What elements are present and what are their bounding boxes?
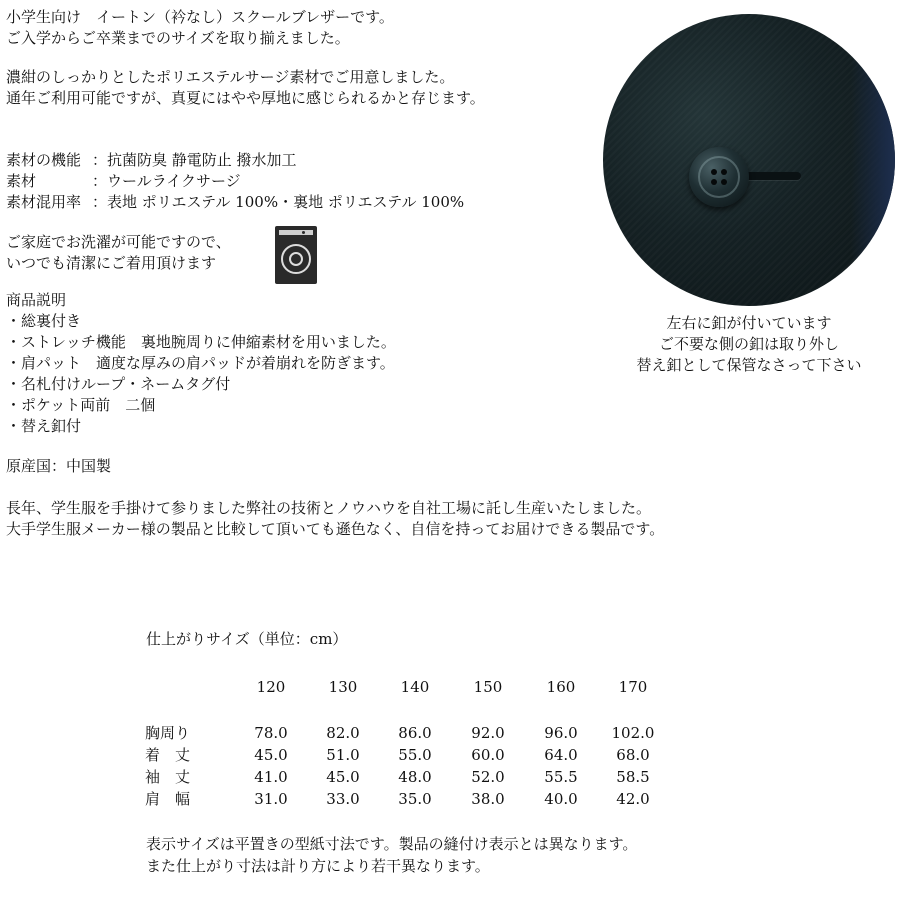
care-text	[6, 232, 231, 274]
material-description	[6, 67, 485, 109]
size-cell: 42.0	[616, 790, 650, 808]
size-header: 160	[546, 678, 576, 696]
closing-line: 長年、学生服を手掛けて参りました弊社の技術とノウハウを自社工場に託し生産いたしました。	[6, 499, 652, 517]
size-cell: 40.0	[544, 790, 578, 808]
size-row-label: 着 丈	[145, 746, 191, 764]
size-row-label: 肩 幅	[145, 790, 191, 808]
size-cell: 35.0	[398, 790, 432, 808]
photo-caption	[603, 313, 895, 376]
button-icon	[689, 147, 749, 207]
size-cell: 55.0	[398, 746, 432, 764]
size-cell: 96.0	[544, 724, 578, 742]
size-cell: 45.0	[254, 746, 288, 764]
size-header: 120	[256, 678, 286, 696]
size-cell: 41.0	[254, 768, 288, 786]
intro-line: ご入学からご卒業までのサイズを取り揃えました。	[6, 29, 350, 47]
intro-line: 小学生向け イートン（衿なし）スクールブレザーです。	[6, 8, 394, 26]
size-notes	[146, 834, 637, 878]
product-item: ・名札付けループ・ネームタグ付	[6, 375, 231, 393]
size-header: 130	[328, 678, 358, 696]
size-cell: 48.0	[398, 768, 432, 786]
size-cell: 102.0	[611, 724, 655, 742]
origin-country: 原産国：中国製	[6, 457, 112, 475]
size-header: 140	[400, 678, 430, 696]
caption-line: ご不要な側の釦は取り外し	[658, 335, 839, 353]
care-line: いつでも清潔にご着用頂けます	[6, 254, 217, 272]
spec-label: 素材混用率	[6, 193, 82, 211]
size-row-label: 袖 丈	[145, 768, 191, 786]
product-item: ・ストレッチ機能 裏地腕周りに伸縮素材を用いました。	[6, 333, 396, 351]
material-specs	[6, 150, 464, 213]
size-header: 150	[473, 678, 503, 696]
product-item: ・替え釦付	[6, 417, 82, 435]
spec-row	[6, 192, 464, 213]
caption-line: 左右に釦が付いています	[666, 314, 832, 332]
washing-machine-icon	[275, 226, 317, 284]
size-cell: 38.0	[471, 790, 505, 808]
care-line: ご家庭でお洗濯が可能ですので、	[6, 233, 231, 251]
spec-table	[6, 150, 464, 213]
spec-value: ：表地 ポリエステル 100%・裏地 ポリエステル 100%	[92, 193, 465, 211]
size-cell: 86.0	[398, 724, 432, 742]
product-item: ・ポケット両前 二個	[6, 396, 156, 414]
size-cell: 64.0	[544, 746, 578, 764]
size-table-title: 仕上がりサイズ（単位：cm）	[146, 630, 348, 648]
button-closeup-photo	[603, 14, 895, 306]
closing-line: 大手学生服メーカー様の製品と比較して頂いても遜色なく、自信を持ってお届けできる製品です。	[6, 520, 665, 538]
spec-value: ：抗菌防臭 静電防止 撥水加工	[92, 151, 297, 169]
spec-row	[6, 171, 464, 192]
closing-text	[6, 498, 664, 540]
spec-value: ：ウールライクサージ	[92, 172, 241, 190]
size-cell: 52.0	[471, 768, 505, 786]
size-cell: 31.0	[254, 790, 288, 808]
spec-label: 素材の機能	[6, 151, 82, 169]
intro-text	[6, 7, 394, 49]
size-cell: 82.0	[326, 724, 360, 742]
product-item: ・総裏付き	[6, 312, 82, 330]
size-cell: 68.0	[616, 746, 650, 764]
size-header: 170	[618, 678, 648, 696]
size-cell: 51.0	[326, 746, 360, 764]
material-line: 通年ご利用可能ですが、真夏にはやや厚地に感じられるかと存じます。	[6, 89, 485, 107]
spec-row	[6, 150, 464, 171]
note-line: 表示サイズは平置きの型紙寸法です。製品の縫付け表示とは異なります。	[146, 835, 638, 853]
size-cell: 45.0	[326, 768, 360, 786]
size-cell: 33.0	[326, 790, 360, 808]
size-row-label: 胸周り	[145, 724, 191, 742]
product-item: ・肩パット 適度な厚みの肩パッドが着崩れを防ぎます。	[6, 354, 395, 372]
caption-line: 替え釦として保管なさって下さい	[636, 356, 862, 374]
size-cell: 60.0	[471, 746, 505, 764]
material-line: 濃紺のしっかりとしたポリエステルサージ素材でご用意しました。	[6, 68, 455, 86]
size-cell: 78.0	[254, 724, 288, 742]
product-title: 商品説明	[6, 291, 67, 309]
note-line: また仕上がり寸法は計り方により若干異なります。	[146, 857, 490, 875]
size-cell: 92.0	[471, 724, 505, 742]
size-cell: 58.5	[616, 768, 650, 786]
spec-label: 素材	[6, 172, 37, 190]
size-cell: 55.5	[544, 768, 578, 786]
product-description	[6, 290, 396, 437]
